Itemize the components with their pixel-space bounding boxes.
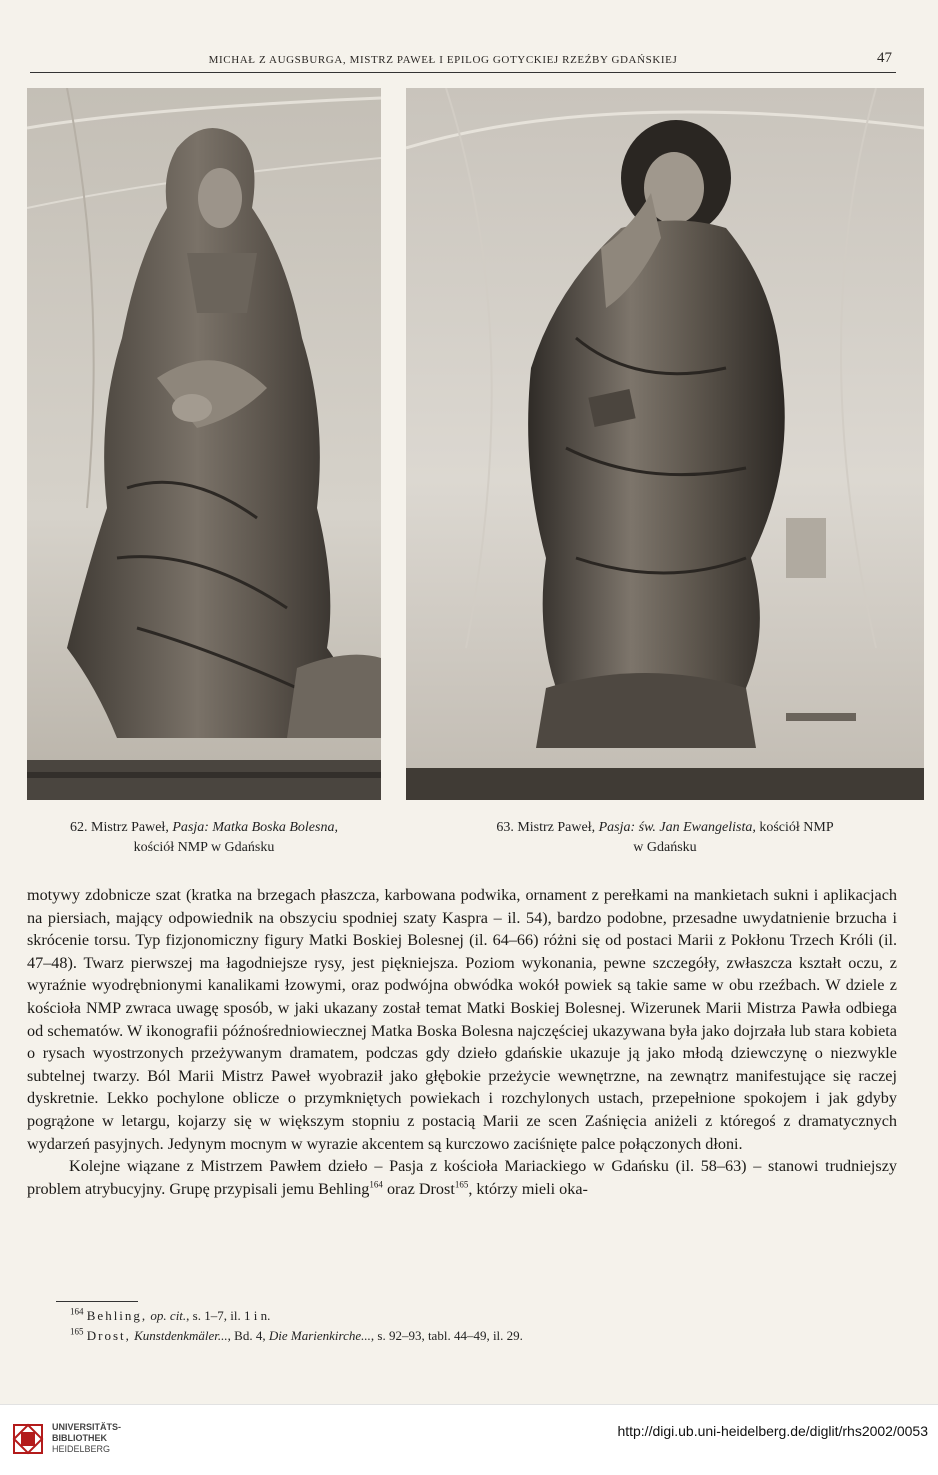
figure-62-photo — [27, 88, 381, 800]
figure-63-photo — [406, 88, 924, 800]
paragraph-1: motywy zdobnicze szat (kratka na brzegach płaszcza, karbowana podwika, ornament z perełkami na mankietach sukni i aplikacjach na piersiach, mający odpowiednik na obszyciu spodniej szaty Kaspra – il. 54), bardzo podobne, przesadne uwydatnienie brzucha i skrócenie torsu. Typ fizjonomiczny figury Matki Boskiej Bolesnej (il. 64–66) różni się od postaci Marii z Pokłonu Trzech Króli (il. 47–48). Twarz pierwszej ma łagodniejsze rysy, jest piękniejsza. Poziom wykonania, pewne szczegóły, zwłaszcza kształt oczu, z wyraźnie wyodrębnionymi kanalikami łzowymi, oraz podwójna obwódka wokół powiek są takie same w obu rzeźbach. W dziele z kościoła NMP zwraca uwagę sposób, w jaki ukazany został temat Matki Boskiej Bolesnej. Wizerunek Marii Mistrza Pawła odbiega od schematów. W ikonografii późnośredniowiecznej Matka Boska Bolesna najczęściej ukazywana była jako dojrzała lub stara kobieta o rysach wyostrzonych przeżywanym dramatem, podczas gdy dzieło gdańskie ukazuje ją jako młodą dziewczynę o niezwykle subtelnej twarzy. Ból Marii Mistrz Paweł wyobraził jako głębokie przeżycie wewnętrzne, na zewnątrz manifestujące się raczej dyskretnie. Lekko pochylone oblicze o przymkniętych powiekach i rozchylonych ustach, przepełnione spokojem i jak gdyby pogrążone w letargu, kojarzy się w większym stopniu z postacią Marii ze scen Zaśnięcia aniżeli z któregoś z dramatycznych wydarzeń pasyjnych. Jedynym mocnym w wyrazie akcentem są kurczowo zaciśnięte palce połączonych dłoni. — [27, 886, 897, 1153]
header-rule — [30, 72, 896, 73]
figure-62-author: Mistrz Paweł, — [91, 820, 169, 835]
source-url-link[interactable]: http://digi.ub.uni-heidelberg.de/diglit/rhs2002/0053 — [617, 1423, 928, 1439]
library-line-1: UNIVERSITÄTS- — [52, 1422, 122, 1432]
digitization-footer — [0, 1404, 938, 1475]
figure-62-number: 62. — [70, 820, 88, 835]
footnote-work: op. cit. — [150, 1308, 187, 1323]
footnote-number: 164 — [70, 1306, 84, 1317]
footnote-author: Drost, — [86, 1328, 131, 1343]
library-name — [52, 1422, 121, 1455]
running-header — [30, 50, 896, 72]
figure-62-caption — [27, 818, 381, 858]
figure-62-location: kościół NMP w Gdańsku — [133, 840, 275, 855]
footnote-164 — [70, 1306, 870, 1326]
footnote-ref-165: 165 — [454, 1179, 469, 1190]
library-line-2: BIBLIOTHEK — [52, 1433, 107, 1443]
footnote-rest: , s. 1–7, il. 1 i n. — [186, 1308, 271, 1323]
footnote-number: 165 — [70, 1326, 84, 1337]
figure-63-location-1: kościół NMP — [759, 820, 834, 835]
paragraph-2-text-c: , którzy mieli oka- — [468, 1179, 588, 1198]
figure-62-title: Pasja: Matka Boska Bolesna, — [172, 820, 338, 835]
paragraph-2-text-b: oraz Drost — [382, 1179, 455, 1198]
footnote-author: Behling, — [86, 1308, 148, 1323]
figure-63-author: Mistrz Paweł, — [517, 820, 596, 835]
footnotes — [70, 1306, 870, 1346]
figure-63-location-2: w Gdańsku — [633, 840, 697, 855]
paragraph-2-text-a: Kolejne wiązane z Mistrzem Pawłem dzieło – Pasja z kościoła Mariackiego w Gdańsku (il. 58–63) – stanowi trudniejszy problem atrybucyjny. Grupę przypisali jemu Behling — [27, 1157, 897, 1198]
saint-john-sculpture-image — [406, 88, 924, 800]
footnote-work-2: Die Marienkirche... — [268, 1328, 371, 1343]
footnote-165 — [70, 1326, 870, 1346]
footnote-work: Kunstdenkmäler... — [134, 1328, 228, 1343]
footnote-rule — [56, 1301, 138, 1302]
body-text — [27, 884, 897, 1200]
footnote-rest: , Bd. 4, — [227, 1328, 269, 1343]
figure-63-title: Pasja: św. Jan Ewangelista, — [598, 820, 756, 835]
running-title: MICHAŁ Z AUGSBURGA, MISTRZ PAWEŁ I EPILOG GOTYCKIEJ RZEŹBY GDAŃSKIEJ — [208, 54, 678, 66]
figure-63-number: 63. — [496, 820, 514, 835]
heidelberg-library-logo-icon — [8, 1419, 48, 1459]
footnote-ref-164: 164 — [369, 1179, 383, 1190]
figure-63-caption — [406, 818, 924, 858]
sorrowful-virgin-sculpture-image — [27, 88, 381, 800]
library-line-3: HEIDELBERG — [52, 1444, 111, 1454]
paragraph-2 — [27, 1155, 897, 1200]
page-number: 47 — [877, 50, 892, 66]
footnote-rest-2: , s. 92–93, tabl. 44–49, il. 29. — [370, 1328, 523, 1343]
